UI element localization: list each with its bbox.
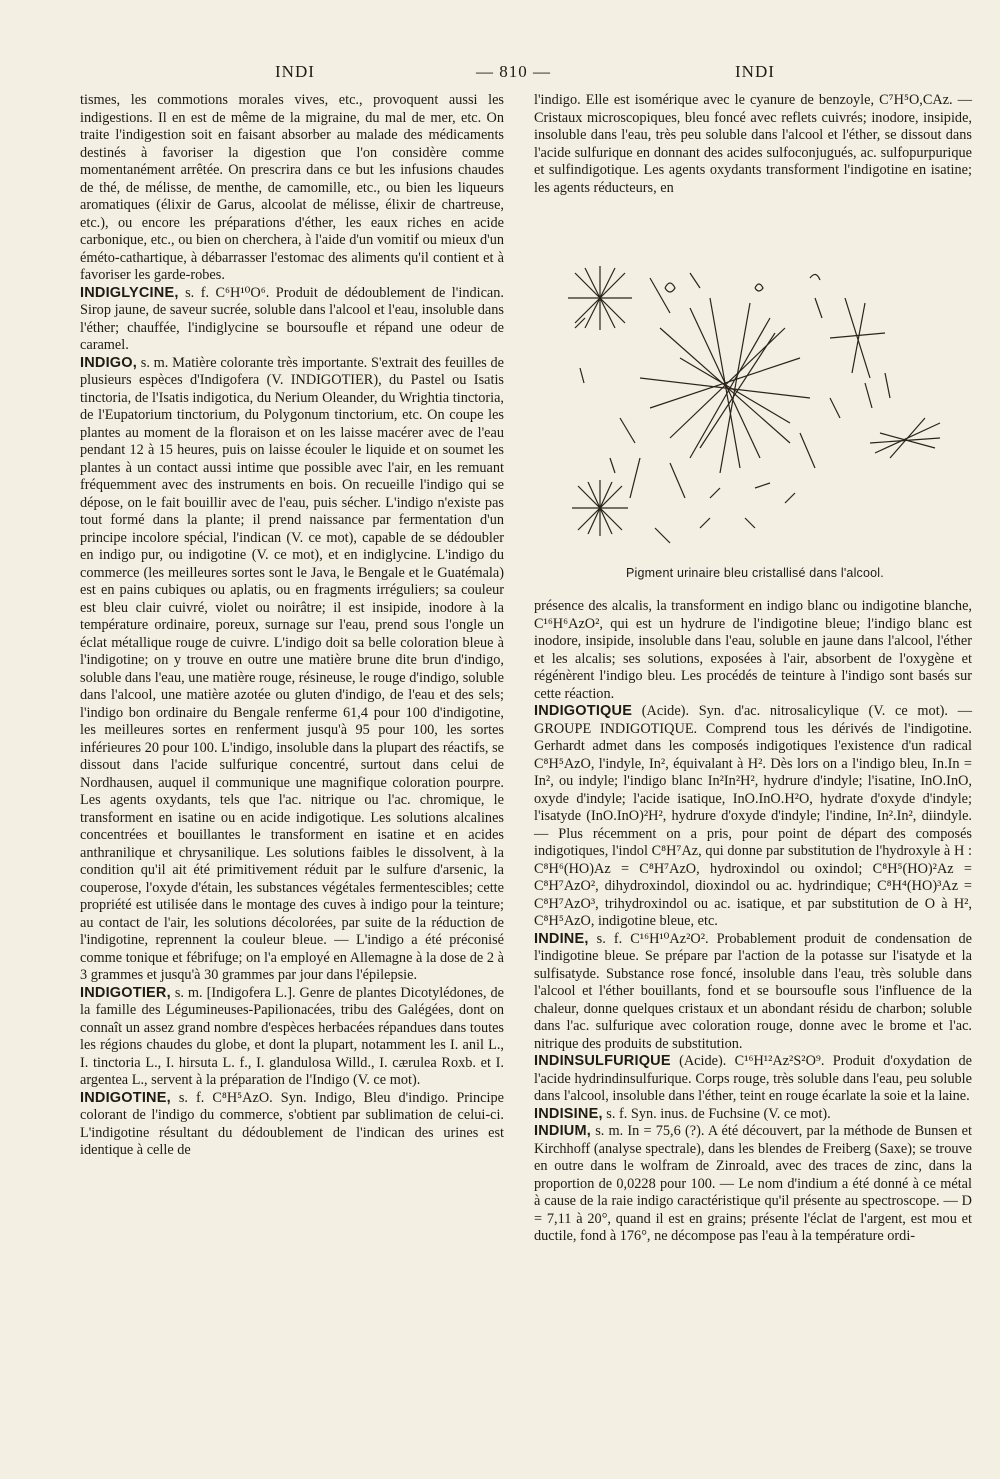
entry-indinsulfurique — [534, 1053, 972, 1106]
entry-indisine — [534, 1106, 972, 1124]
crystal-drawing — [560, 258, 950, 558]
crystal-illustration — [560, 258, 950, 578]
right-column-top — [534, 92, 972, 197]
headword-indigo: INDIGO, — [80, 354, 137, 371]
headword-indigotier: INDIGOTIER, — [80, 984, 171, 1001]
page-header — [80, 62, 970, 86]
entry-indigotier — [80, 985, 504, 1090]
headword-indine: INDINE, — [534, 930, 589, 947]
running-head-right: INDI — [735, 62, 775, 81]
entry-indigotique — [534, 703, 972, 931]
entry-indigotine — [80, 1090, 504, 1160]
entry-indium — [534, 1123, 972, 1246]
entry-indigo — [80, 355, 504, 985]
intro-paragraph: tismes, les commotions morales vives, etc., provoquent aussi les indigestions. Il en est de même de la migraine, du mal de mer, etc. On traite l'indigestion soit en faisant absorber au malade des médicaments destinés à favoriser la digestion que l'on considère comme momentanément arrêtée. On prescrira dans ce but les infusions chaudes de thé, de mélisse, de menthe, de camomille, etc., ou bien les liqueurs aromatiques (élixir de Garus, alcoolat de mélisse, élixir de chartreuse, etc.), ou encore les préparations d'éther, les eaux riches en acide carbonique, etc., ou bien on cherchera, à l'aide d'un vomitif ou mieux d'un éméto-cathartique, à débarrasser l'estomac des aliments qu'il contient et à favoriser les garde-robes. — [80, 92, 504, 283]
entry-text-indigotique: (Acide). Syn. d'ac. nitrosalicylique (V. ce mot). — GROUPE INDIGOTIQUE. Comprend tous les dérivés de l'indigotine. Gerhardt admet dans les composés indigotiques l'existence d'un radical C⁸H⁵AzO, l'indyle, In², équivalant à H². Dès lors on a l'indigo bleu, In.In = In², ou indyle; l'indigo blanc In²In²H², hydrure d'indyle; l'isatine, InO.InO, oxyde d'indyle; l'acide isatique, InO.InO.H²O, hydrate d'oxyde d'indyle; l'isatyde (InO.InO)²H², hydrure d'oxyde d'indyle; l'indine, In².In², diindyle. — Plus récemment on a pris, pour point de départ des composés indigotiques, l'indol C⁸H⁷Az, qui donne par substitution de l'hydroxyle à H : C⁸H⁶(HO)Az = C⁸H⁷AzO, hydroxindol ou oxindol; C⁸H⁵(HO)²Az = C⁸H⁷AzO², dihydroxindol, dioxindol ou ac. hydrindique; C⁸H⁴(HO)³Az = C⁸H⁷AzO³, trihydroxindol ou ac. isatique, et par substitution de O à H², C⁸H⁵AzO, indigotine bleue, etc. — [534, 703, 972, 929]
headword-indisine: INDISINE, — [534, 1105, 603, 1122]
entry-indiglycine — [80, 285, 504, 355]
figure-caption: Pigment urinaire bleu cristallisé dans l'alcool. — [626, 566, 884, 580]
entry-text-indisine: s. f. Syn. inus. de Fuchsine (V. ce mot). — [606, 1105, 831, 1122]
headword-indium: INDIUM, — [534, 1123, 591, 1139]
entry-text-indigo: s. m. Matière colorante très importante. S'extrait des feuilles de plusieurs espèces d'Indigofera (V. INDIGOTIER), du Pastel ou Isatis tinctoria, de l'Isatis indigotica, du Nerium Oleander, du Wrightia tinctoria, de l'Eupatorium tinctorium, du Polygonum tinctorium, etc. On coupe les plantes au moment de la floraison et on les laisse macérer avec de l'eau pendant 12 à 15 heures, puis on laisse écouler le liquide et on soumet les plantes à un contact aussi intime que possible avec l'air, en les remuant fréquemment avec des instruments en bois. On recueille l'indigo qui se dépose, on le fait bouillir avec de l'eau, puis sécher. L'indigo n'existe pas tout formé dans la plante; il prend naissance par fermentation d'un principe incolore spécial, l'indican (V. ce mot), capable de se dédoubler en indigo pur, ou indigotine (V. ce mot), et en indiglycine. L'indigo du commerce (les meilleures sortes sont le Java, le Bengale et le Guatémala) est en pains cubiques ou aplatis, ou en fragments irréguliers; sa couleur est bleu clair cuivré, violet ou noirâtre; il est insipide, inodore à la température ordinaire, poreux, surnage sur l'eau, prend sous l'ongle un éclat métallique rouge de cuivre. L'indigo doit sa belle coloration bleue à l'indigotine; on y trouve en outre une matière brune dite brun d'indigo, soluble dans l'eau, une matière rouge, résineuse, le rouge d'indigo, soluble dans l'alcool, une matière azotée ou gluten d'indigo, de l'eau et des sels; l'indigo bon ordinaire du Bengale renferme 61,4 pour 100 d'indigotine, les meilleures sortes en renferment jusqu'à 95 pour 100, les sortes inférieures 20 pour 100. L'indigo, insoluble dans la plupart des réactifs, se dissout dans l'acide sulfurique concentré, surtout dans celui de Nordhausen, auquel il communique une magnifique coloration pourpre. Les agents oxydants, tels que l'ac. nitrique ou l'ac. chromique, le transforment en isatine ou en acide indigotique. Les solutions alcalines concentrées et bouillantes le transforment en isatine et en acides anthranilique et chrysanilique. Les solutions faibles le dissolvent, à la condition qu'il ait été primitivement réduit par le sulfure d'arsenic, la couperose, l'oxyde d'étain, les substances végétales fermentescibles; cette propriété est utilisée dans le montage des cuves à indigo pour la teinture; au contact de l'air, les solutions décolorées, par suite de la réduction de l'indigotine, reprennent la couleur bleue. — L'indigo a été préconisé comme tonique et fébrifuge; on l'a employé en Allemagne à la dose de 2 à 3 grammes et jusqu'à 30 grammes par jour dans l'épilepsie. — [80, 354, 504, 983]
headword-indinsulfurique: INDINSULFURIQUE — [534, 1053, 671, 1069]
headword-indiglycine: INDIGLYCINE, — [80, 284, 179, 301]
entry-text-indium: s. m. In = 75,6 (?). A été découvert, par la méthode de Bunsen et Kirchhoff (analyse spectrale), dans les blendes de Freiberg (Saxe); se trouve en outre dans le wolfram de Zinroald, avec des traces de zinc, dans la proportion de 0,0228 pour 100. — Le nom d'indium a été donné à ce métal à cause de la raie indigo caractéristique qu'il présente au spectroscope. — D = 7,11 à 20°, quand il est en grains; présente l'éclat de l'argent, est mou et ductile, fond à 176°, ne décompose pas l'eau à la température ordi- — [534, 1123, 972, 1244]
entry-indine — [534, 931, 972, 1054]
right-column-bottom — [534, 598, 972, 1246]
entry-text-indinsulfurique: (Acide). C¹⁶H¹²Az²S²O⁹. Produit d'oxydation de l'acide hydrindinsulfurique. Corps rouge, très soluble dans l'eau, peu soluble dans l'alcool, insoluble dans l'éther, teint en rouge écarlate la soie et la laine. — [534, 1053, 973, 1104]
headword-indigotine: INDIGOTINE, — [80, 1089, 171, 1106]
indigo-reduction-paragraph: présence des alcalis, la transforment en indigo blanc ou indigotine blanche, C¹⁶H⁶AzO², qui est un hydrure de l'indigotine bleue; l'indigo blanc est inodore, insipide, insoluble dans l'eau, soluble en jaune dans l'alcool, l'éther et les alcalis; ses solutions, exposées à l'air, absorbent de l'oxygène et régénèrent l'indigo bleu. Les procédés de teinture à l'indigo sont basés sur cette réaction. — [534, 598, 972, 702]
page-number: — 810 — — [476, 62, 551, 81]
entry-text-indine: s. f. C¹⁶H¹⁰Az²O². Probablement produit de condensation de l'indigotine bleue. Se prépare par l'action de la potasse sur l'isatyde et la sulfisatyde. Substance rose foncé, insoluble dans l'eau, très soluble dans l'alcool et l'éther bouillants, fond et se boursoufle sous l'influence de la chaleur, donne quelques cristaux et un abondant résidu de charbon; soluble dans l'ac. sulfurique avec coloration rouge, donne avec le brome et l'ac. nitrique des produits de substitution. — [534, 930, 973, 1052]
running-head-left: INDI — [275, 62, 315, 81]
indigotine-continuation: l'indigo. Elle est isomérique avec le cyanure de benzoyle, C⁷H⁵O,CAz. — Cristaux microscopiques, bleu foncé avec reflets cuivrés; inodore, insipide, insoluble dans l'eau, très peu soluble dans l'alcool et l'éther, se dissout dans l'acide sulfurique en donnant des acides sulfoconjugués, ac. sulfopurpurique et sulfindigotique. Les agents oxydants transforment l'indigotine en isatine; les agents réducteurs, en — [534, 92, 972, 196]
entry-text-indigotine: s. f. C⁸H⁵AzO. Syn. Indigo, Bleu d'indigo. Principe colorant de l'indigo du commerce, s'obtient par sublimation de celui-ci. L'indigotine résultant du dédoublement de l'indican des urines est identique à celle de — [80, 1089, 504, 1158]
left-column — [80, 92, 504, 1160]
headword-indigotique: INDIGOTIQUE — [534, 703, 633, 719]
entry-text-indiglycine: s. f. C⁶H¹⁰O⁶. Produit de dédoublement de l'indican. Sirop jaune, de saveur sucrée, soluble dans l'alcool et l'eau, insoluble dans l'éther; chauffée, l'indiglycine se boursoufle et répand une odeur de caramel. — [80, 284, 504, 353]
entry-text-indigotier: s. m. [Indigofera L.]. Genre de plantes Dicotylédones, de la famille des Légumineuses-Papilionacées, tribu des Galégées, dont on connaît un assez grand nombre d'espèces herbacées répandues dans toutes les régions chaudes du globe, et dont la plupart, notamment les I. anil L., I. tinctoria L., I. hirsuta L. f., I. glandulosa Willd., I. cærulea Roxb. et I. argentea L., servent à la préparation de l'Indigo (V. ce mot). — [80, 984, 504, 1088]
